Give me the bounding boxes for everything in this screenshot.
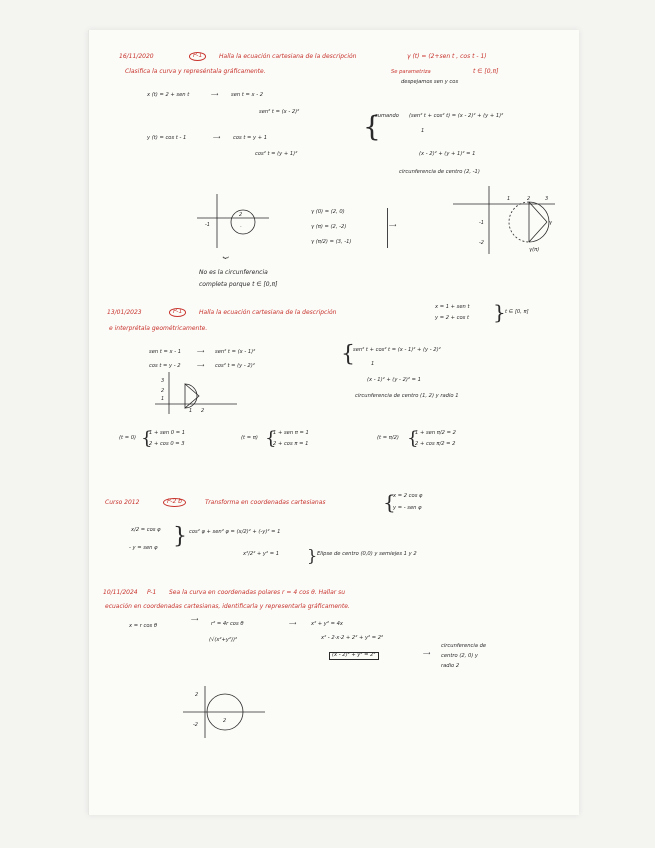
p2-v3-label: (t = π/2) [377, 435, 399, 441]
svg-text:2: 2 [527, 196, 531, 202]
p1-eq-y2: cos t = y + 1 [233, 135, 268, 141]
p4-eq-2: r² = 4r cos θ [211, 621, 244, 627]
p1-sum-2: (x - 2)² + (y + 1)² = 1 [419, 151, 476, 157]
p1-statement-2: Clasifica la curva y represéntala gráficamente. [125, 68, 266, 75]
p2-v2-b: 2 + cos π = 1 [273, 441, 309, 447]
p2-eq-2b: cos² t = (y - 2)² [215, 363, 255, 369]
p2-sum-1: sen² t + cos² t = (x - 1)² + (y - 2)² [353, 347, 441, 353]
brace-icon: { [341, 342, 355, 367]
p1-eq-x: x (t) = 2 + sen t [147, 92, 190, 98]
arrow-icon: ⟶ [197, 349, 205, 355]
p4-date: 10/11/2024 [103, 589, 138, 596]
p2-label: P-1 [169, 308, 186, 317]
svg-text:1: 1 [161, 396, 165, 402]
p2-statement-1: Halla la ecuación cartesiana de la descripción [199, 309, 337, 316]
p1-eq-y3: cos² t = (y + 1)² [255, 151, 298, 157]
p4-eq-3: x² + y² = 4x [311, 621, 343, 627]
p1-date: 16/11/2020 [119, 53, 154, 60]
p1-statement-1: Halla la ecuación cartesiana de la descripción [219, 53, 357, 60]
p2-v1-a: 1 + sen 0 = 1 [149, 430, 186, 436]
p2-curve-x: x = 1 + sen t [435, 304, 470, 310]
brace-icon: } [493, 300, 506, 324]
p3-label: P-2 b [163, 498, 186, 507]
p1-sum-label: sumando [375, 113, 399, 119]
p2-eq-1: sen t = x - 1 [149, 349, 182, 355]
p1-sketch-right [449, 180, 559, 260]
p3-eq-4: x²/2² + y² = 1 [243, 551, 280, 557]
divider [387, 208, 388, 248]
p2-curve-y: y = 2 + cos t [435, 315, 470, 321]
svg-text:-2: -2 [193, 722, 198, 728]
p3-curve-y: y = - sen φ [393, 505, 422, 511]
svg-text:·: · [240, 224, 242, 230]
p2-sketch [151, 368, 241, 418]
p1-gamma-pi: γ(π) [529, 247, 540, 253]
p3-eq-1: x/2 = cos φ [131, 527, 161, 533]
p2-sum-2: (x - 1)² + (y - 2)² = 1 [367, 377, 421, 383]
p3-statement: Transforma en coordenadas cartesianas [205, 499, 326, 506]
brace-icon: { [407, 428, 419, 449]
p1-val-1: γ (0) = (2, 0) [311, 209, 345, 215]
arrow-icon: ⟶ [213, 135, 221, 141]
p4-statement-1: Sea la curva en coordenadas polares r = 4 cos θ. Hallar su [169, 589, 346, 596]
p1-conclusion: circunferencia de centro (2, -1) [399, 169, 480, 175]
p4-eq-6: (x - 2)² + y² = 2² [329, 652, 379, 660]
brace-icon: } [173, 524, 187, 549]
p2-parameter: t ∈ [0, π] [505, 309, 529, 315]
p3-conclusion: Elipse de centro (0,0) y semiejes 1 y 2 [317, 551, 417, 557]
p1-sum-1: (sen² t + cos² t) = (x - 2)² + (y + 1)² [409, 113, 504, 119]
p1-curve: γ (t) = (2+sen t , cos t - 1) [407, 53, 487, 60]
p3-date: Curso 2012 [105, 499, 140, 506]
brace-icon: { [265, 428, 277, 449]
p1-val-3: γ (π/2) = (3, -1) [311, 239, 352, 245]
p4-sketch [179, 682, 269, 742]
notebook-page [88, 30, 579, 815]
p1-note-b: despejamos sen y cos [401, 79, 459, 85]
p4-eq-1: x = r cos θ [129, 623, 158, 629]
brace-icon: { [141, 428, 153, 449]
p4-eq-4: (√(x²+y²))² [209, 637, 238, 643]
brace-icon: { [363, 110, 381, 143]
arrow-icon: ⟶ [197, 363, 205, 369]
svg-text:2: 2 [239, 212, 243, 218]
p4-conclusion-3: radio 2 [441, 663, 460, 669]
arrow-icon: ⟶ [389, 223, 397, 229]
p2-v3-a: 1 + sen π/2 = 2 [415, 430, 456, 436]
p1-note-incomplete-1: No es la circunferencia [199, 269, 268, 276]
p2-v2-a: 1 + sen π = 1 [273, 430, 309, 436]
svg-text:3: 3 [161, 378, 165, 384]
brace-icon: } [307, 546, 318, 565]
svg-text:3: 3 [545, 196, 549, 202]
svg-text:1: 1 [507, 196, 511, 202]
p2-v3-b: 2 + cos π/2 = 2 [415, 441, 456, 447]
p2-conclusion: circunferencia de centro (1, 2) y radio 1 [355, 393, 459, 399]
arrow-icon: ⟶ [211, 92, 219, 98]
p2-eq-2: cos t = y - 2 [149, 363, 181, 369]
svg-text:-1: -1 [205, 222, 210, 228]
p4-eq-5: x² - 2·x·2 + 2² + y² = 2² [321, 635, 384, 641]
arrow-icon: ⟶ [191, 617, 199, 623]
p1-eq-y: y (t) = cos t - 1 [147, 135, 187, 141]
p1-label: P-1 [189, 52, 206, 61]
svg-text:-1: -1 [479, 220, 484, 226]
p1-note-a: Se parametriza [391, 69, 431, 75]
p4-label: P-1 [147, 589, 157, 596]
p1-note-incomplete-2: completa porque t ∈ [0,π] [199, 281, 278, 288]
p2-v2-label: (t = π) [241, 435, 258, 441]
p2-v1-b: 2 + cos 0 = 3 [149, 441, 185, 447]
p1-eq-x2: sen t = x - 2 [231, 92, 264, 98]
p2-date: 13/01/2023 [107, 309, 142, 316]
p2-sum-eq: 1 [371, 361, 375, 367]
arrow-icon: ⟶ [423, 651, 431, 657]
p1-parameter: t ∈ [0,π] [473, 68, 499, 75]
p2-statement-2: e interprétala geométricamente. [109, 325, 208, 332]
svg-text:-2: -2 [479, 240, 484, 246]
p2-v1-label: (t = 0) [119, 435, 137, 441]
arrow-icon: ⟶ [289, 621, 297, 627]
p1-eq-x3: sen² t = (x - 2)² [259, 109, 300, 115]
svg-text:γ: γ [549, 220, 552, 226]
p3-eq-3: cos² φ + sen² φ = (x/2)² + (-y)² = 1 [189, 529, 281, 535]
svg-text:2: 2 [201, 408, 205, 414]
p3-curve-x: x = 2 cos φ [393, 493, 423, 499]
brace-icon: { [383, 490, 396, 514]
p1-sketch-left [193, 192, 273, 252]
brace-under-icon: ⏟ [223, 248, 229, 259]
p2-eq-1b: sen² t = (x - 1)² [215, 349, 256, 355]
svg-text:2: 2 [195, 692, 199, 698]
p4-conclusion-1: circunferencia de [441, 643, 487, 649]
p1-val-2: γ (π) = (2, -2) [311, 224, 347, 230]
p3-eq-2: - y = sen φ [129, 545, 158, 551]
svg-text:2: 2 [223, 718, 227, 724]
p1-sum-eq: 1 [421, 128, 425, 134]
p4-conclusion-2: centro (2, 0) y [441, 653, 478, 659]
svg-text:2: 2 [161, 388, 165, 394]
p4-statement-2: ecuación en coordenadas cartesianas, identificarla y representarla gráficamente. [105, 603, 350, 610]
svg-text:1: 1 [189, 408, 193, 414]
